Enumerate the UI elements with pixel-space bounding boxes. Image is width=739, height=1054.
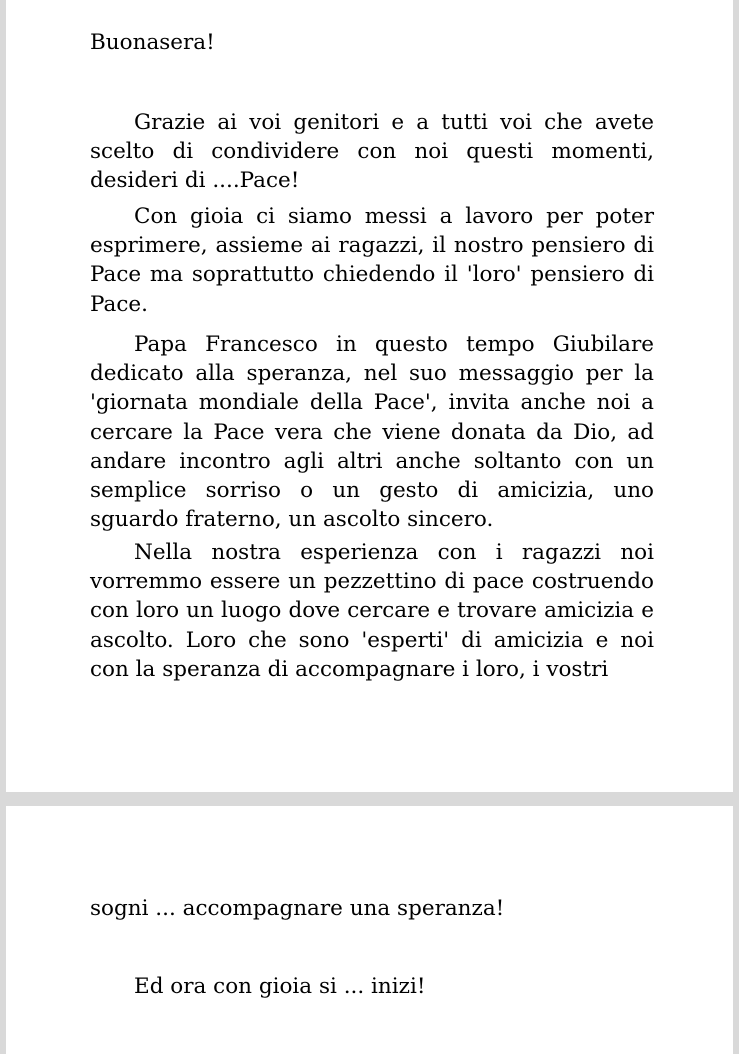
paragraph-experience (90, 538, 654, 684)
paragraph-work (90, 202, 654, 319)
paragraph-text: Con gioia ci siamo messi a lavoro per poter esprimere, assieme ai ragazzi, il nostro pensiero di Pace ma soprattutto chiedendo il 'loro' pensiero di Pace. (90, 204, 654, 317)
document-page-1 (6, 0, 733, 792)
paragraph-text: Papa Francesco in questo tempo Giubilare dedicato alla speranza, nel suo messaggio per la 'giornata mondiale della Pace', invita anche noi a cercare la Pace vera che viene donata da Dio, ad andare incontro agli altri anche soltanto con un semplice sorriso o un gesto di amicizia, uno sguardo fraterno, un ascolto sincero. (90, 332, 654, 533)
paragraph-continuation: sogni ... accompagnare una speranza! (90, 896, 505, 921)
paragraph-pope (90, 330, 654, 534)
greeting: Buonasera! (90, 30, 215, 55)
closing-line: Ed ora con gioia si ... inizi! (134, 974, 426, 999)
paragraph-thanks (90, 108, 654, 196)
document-page-2 (6, 806, 733, 1054)
paragraph-text: Grazie ai voi genitori e a tutti voi che avete scelto di condividere con noi questi momenti, desideri di ....Pace! (90, 110, 654, 194)
paragraph-text: Nella nostra esperienza con i ragazzi noi vorremmo essere un pezzettino di pace costruendo con loro un luogo dove cercare e trovare amicizia e ascolto. Loro che sono 'esperti' di amicizia e noi con la speranza di accompagnare i loro, i vostri (90, 540, 654, 682)
